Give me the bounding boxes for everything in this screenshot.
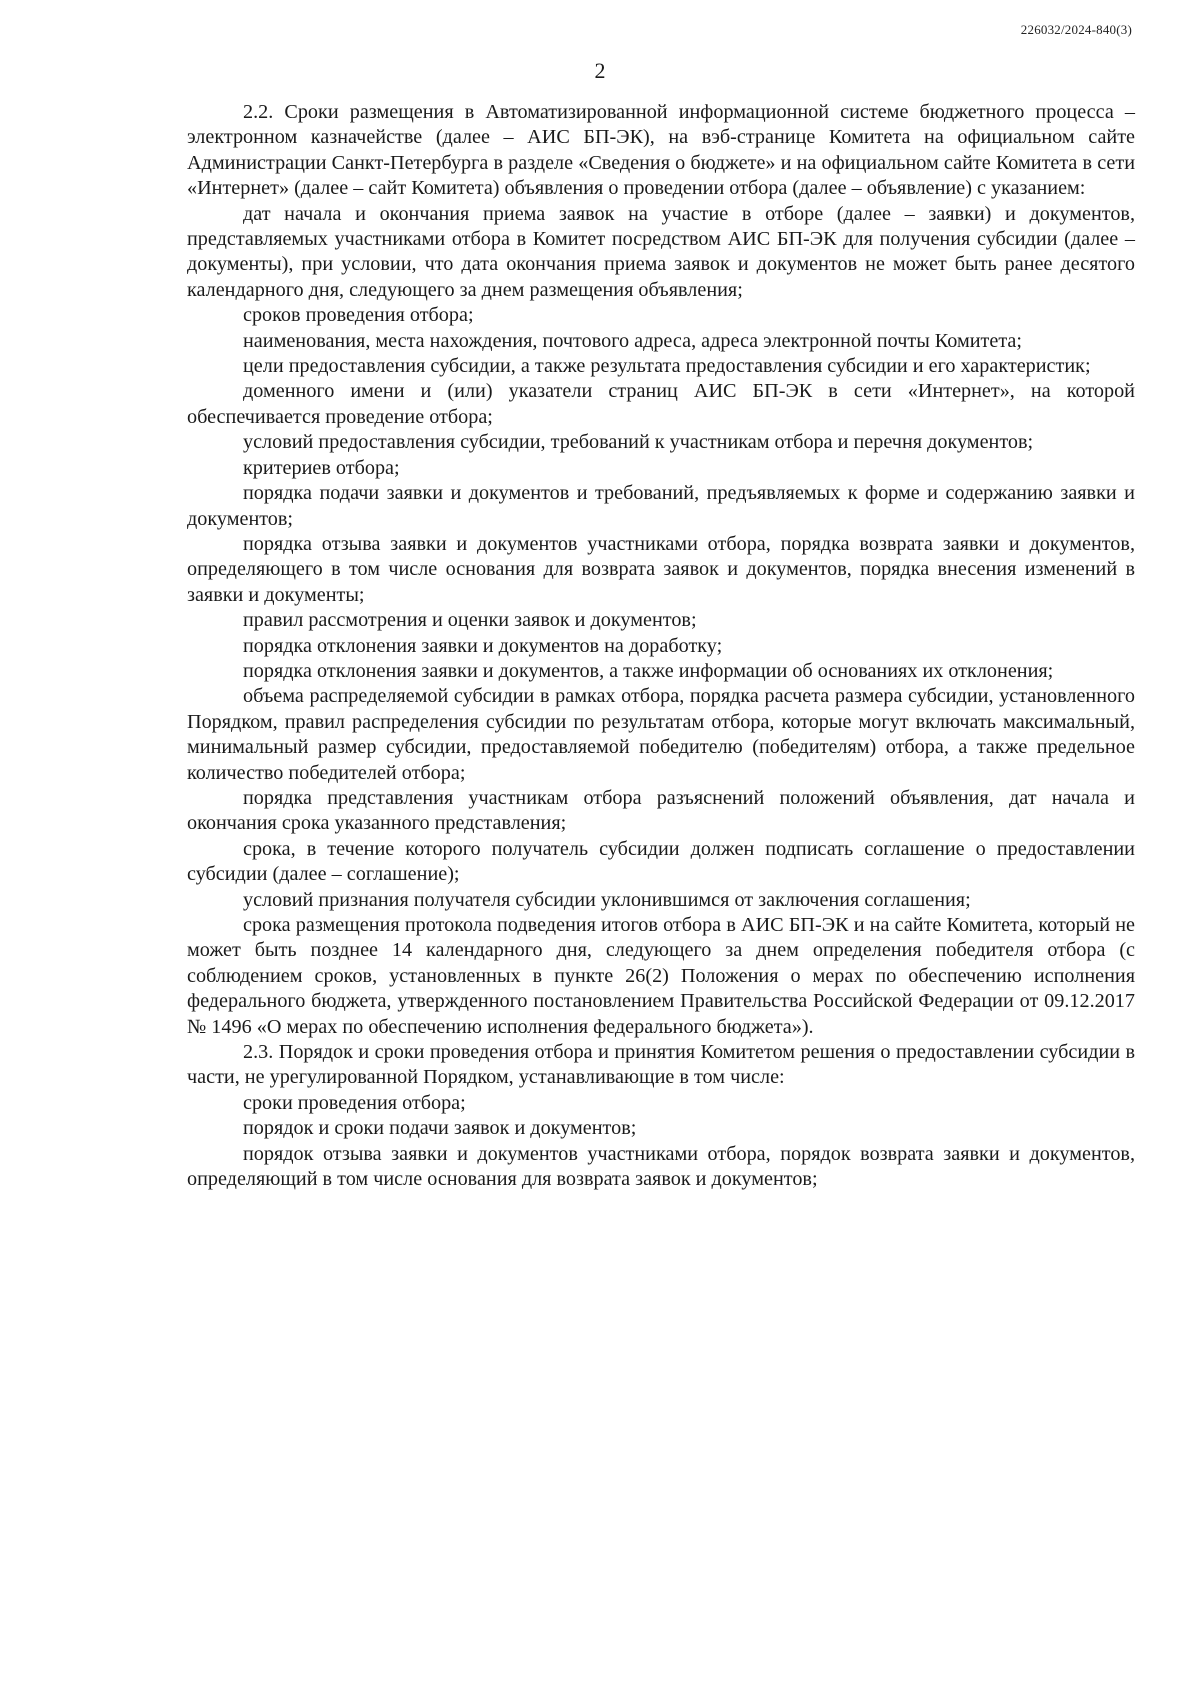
list-item: порядка подачи заявки и документов и требований, предъявляемых к форме и содержанию заявки и документов; (187, 482, 1135, 530)
list-item: доменного имени и (или) указатели страниц АИС БП-ЭК в сети «Интернет», на которой обеспечивается проведение отбора; (187, 380, 1135, 428)
list-item: условий признания получателя субсидии уклонившимся от заключения соглашения; (243, 888, 971, 911)
list-item: срока, в течение которого получатель субсидии должен подписать соглашение о предоставлении субсидии (далее – соглашение); (187, 837, 1135, 886)
list-item: порядка представления участникам отбора разъяснений положений объявления, дат начала и окончания срока указанного представления; (187, 786, 1135, 835)
page-number: 2 (594, 58, 606, 83)
list-item: порядок отзыва заявки и документов участниками отбора, порядок возврата заявки и документов, определяющий в том числе основания для возврата заявок и документов; (187, 1142, 1135, 1191)
list-item: объема распределяемой субсидии в рамках отбора, порядка расчета размера субсидии, установленного Порядком, правил распределения субсидии по результатам отбора, которые могут включать максимальный, минимальный размер субсидии, предоставляемой победителю (победителям) отбора, а также предельное количество победителей отбора; (187, 685, 1135, 784)
list-item: сроки проведения отбора; (243, 1091, 466, 1114)
list-item: правил рассмотрения и оценки заявок и документов; (243, 609, 697, 632)
list-item: цели предоставления субсидии, а также результата предоставления субсидии и его характеристик; (243, 355, 1091, 378)
list-item: критериев отбора; (243, 456, 400, 479)
list-item: порядка отзыва заявки и документов участниками отбора, порядка возврата заявки и документов, определяющего в том числе основания для возврата заявок и документов, порядка внесения изменений в заявки и документы; (187, 532, 1135, 606)
list-item: порядок и сроки подачи заявок и документов; (243, 1117, 637, 1140)
paragraph-2-2-intro: 2.2. Сроки размещения в Автоматизированной информационной системе бюджетного процесса – электронном казначействе (далее – АИС БП-ЭК), на вэб-странице Комитета на официальном сайте Администрации Санкт-Петербурга в разделе «Сведения о бюджете» и на официальном сайте Комитета в сети «Интернет» (далее – сайт Комитета) объявления о проведении отбора (далее – объявление) с указанием: (187, 101, 1135, 200)
list-item: условий предоставления субсидии, требований к участникам отбора и перечня документов; (243, 431, 1034, 454)
list-item: порядка отклонения заявки и документов, а также информации об основаниях их отклонения; (243, 659, 1054, 682)
document-body (187, 100, 1135, 1192)
document-registration-number: 226032/2024-840(3) (1020, 22, 1132, 37)
list-item: дат начала и окончания приема заявок на участие в отборе (далее – заявки) и документов, представляемых участниками отбора в Комитет посредством АИС БП-ЭК для получения субсидии (далее – документы), при условии, что дата окончания приема заявок и документов не может быть ранее десятого календарного дня, следующего за днем размещения объявления; (187, 202, 1135, 301)
list-item: срока размещения протокола подведения итогов отбора в АИС БП-ЭК и на сайте Комитета, который не может быть позднее 14 календарного дня, следующего за днем определения победителя отбора (с соблюдением сроков, установленных в пункте 26(2) Положения о мерах по обеспечению исполнения федерального бюджета, утвержденного постановлением Правительства Российской Федерации от 09.12.2017 № 1496 «О мерах по обеспечению исполнения федерального бюджета»). (187, 914, 1135, 1038)
list-item: порядка отклонения заявки и документов на доработку; (243, 634, 723, 657)
list-item: сроков проведения отбора; (243, 304, 474, 327)
paragraph-2-3-intro: 2.3. Порядок и сроки проведения отбора и принятия Комитетом решения о предоставлении субсидии в части, не урегулированной Порядком, устанавливающие в том числе: (187, 1041, 1135, 1089)
list-item: наименования, места нахождения, почтового адреса, адреса электронной почты Комитета; (243, 329, 1022, 352)
